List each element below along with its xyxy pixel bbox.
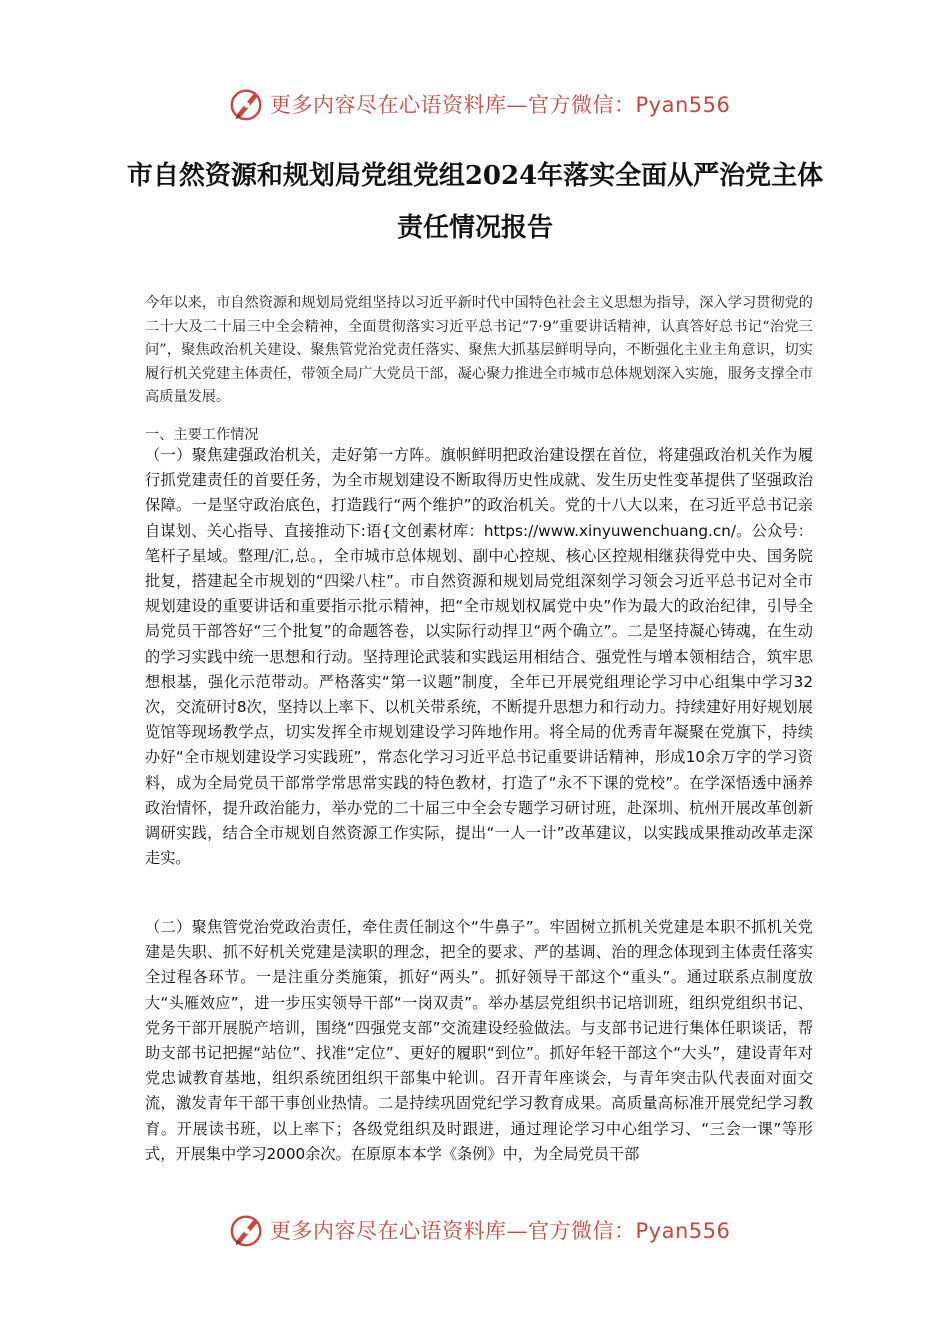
intro-paragraph: 今年以来，市自然资源和规划局党组坚持以习近平新时代中国特色社会主义思想为指导，深入学习贯彻党的二十大及二十届三中全会精神，全面贯彻落实习近平总书记“7·9”重要讲话精神，认真答好总书记“治党三问”，聚焦政治机关建设、聚焦管党治党责任落实、聚焦大抓基层鲜明导向，不断强化主业主角意识，切实履行机关党建主体责任，带领全局广大党员干部，凝心聚力推进全市城市总体规划深入实施，服务支撑全市高质量发展。 — [145, 295, 813, 405]
watermark-top — [228, 84, 731, 124]
pen-logo-icon — [228, 85, 266, 123]
document-title: 市自然资源和规划局党组党组2024年落实全面从严治党主体责任情况报告 — [126, 161, 824, 243]
section-heading: 一、主要工作情况 — [145, 427, 259, 443]
watermark-text: 更多内容尽在心语资料库—官方微信：Pyan556 — [270, 1219, 731, 1243]
body-paragraph-2: （二）聚焦管党治党政治责任，牵住责任制这个“牛鼻子”。牢固树立抓机关党建是本职不抓机关党建是失职、抓不好机关党建是渎职的理念，把全的要求、严的基调、治的理念体现到主体责任落实全过程各环节。一是注重分类施策，抓好“两头”。抓好领导干部这个“重头”。通过联系点制度放大“头雁效应”，进一步压实领导干部“一岗双责”。举办基层党组织书记培训班，组织党组织书记、党务干部开展脱产培训，围绕“四强党支部”交流建设经验做法。与支部书记进行集体任职谈话，帮助支部书记把握“站位”、找准“定位”、更好的履职“到位”。抓好年轻干部这个“大头”，建设青年对党忠诚教育基地，组织系统团组织干部集中轮训。召开青年座谈会，与青年突击队代表面对面交流，激发青年干部干事创业热情。二是持续巩固党纪学习教育成果。高质量高标准开展党纪学习教育。开展读书班，以上率下；各级党组织及时跟进，通过理论学习中心组学习、“三会一课”等形式，开展集中学习2000余次。在原原本本学《条例》中，为全局党员干部 — [145, 918, 813, 1163]
watermark-text: 更多内容尽在心语资料库—官方微信：Pyan556 — [270, 93, 731, 117]
pen-logo-icon — [228, 1211, 266, 1249]
watermark-bottom — [228, 1210, 731, 1250]
body-paragraph-1: （一）聚焦建强政治机关，走好第一方阵。旗帜鲜明把政治建设摆在首位，将建强政治机关作为履行抓党建责任的首要任务，为全市规划建设不断取得历史性成就、发生历史性变革提供了坚强政治保障。一是坚守政治底色，打造践行“两个维护”的政治机关。党的十八大以来，在习近平总书记亲自谋划、关心指导、直接推动下:语{文创素材库：https://www.xinyuwenchuang.cn/。公众号：笔杆子星域。整理/汇,总。，全市城市总体规划、副中心控规、核心区控规相继获得党中央、国务院批复，搭建起全市规划的“四梁八柱”。市自然资源和规划局党组深刻学习领会习近平总书记对全市规划建设的重要讲话和重要指示批示精神，把“全市规划权属党中央”作为最大的政治纪律，引导全局党员干部答好“三个批复”的命题答卷，以实际行动捍卫“两个确立”。二是坚持凝心铸魂，在生动的学习实践中统一思想和行动。坚持理论武装和实践运用相结合、强党性与增本领相结合，筑牢思想根基，强化示范带动。严格落实“第一议题”制度，全年已开展党组理论学习中心组集中学习32次，交流研讨8次，坚持以上率下、以机关带系统，不断提升思想力和行动力。持续建好用好规划展览馆等现场教学点，切实发挥全市规划建设学习阵地作用。将全局的优秀青年凝聚在党旗下，持续办好“全市规划建设学习实践班”，常态化学习习近平总书记重要讲话精神，形成10余万字的学习资料，成为全局党员干部常学常思常实践的特色教材，打造了“永不下课的党校”。在学深悟透中涵养政治情怀，提升政治能力，举办党的二十届三中全会专题学习研讨班，赴深圳、杭州开展改革创新调研实践，结合全市规划自然资源工作实际，提出“一人一计”改革建议，以实践成果推动改革走深走实。 — [145, 446, 813, 868]
